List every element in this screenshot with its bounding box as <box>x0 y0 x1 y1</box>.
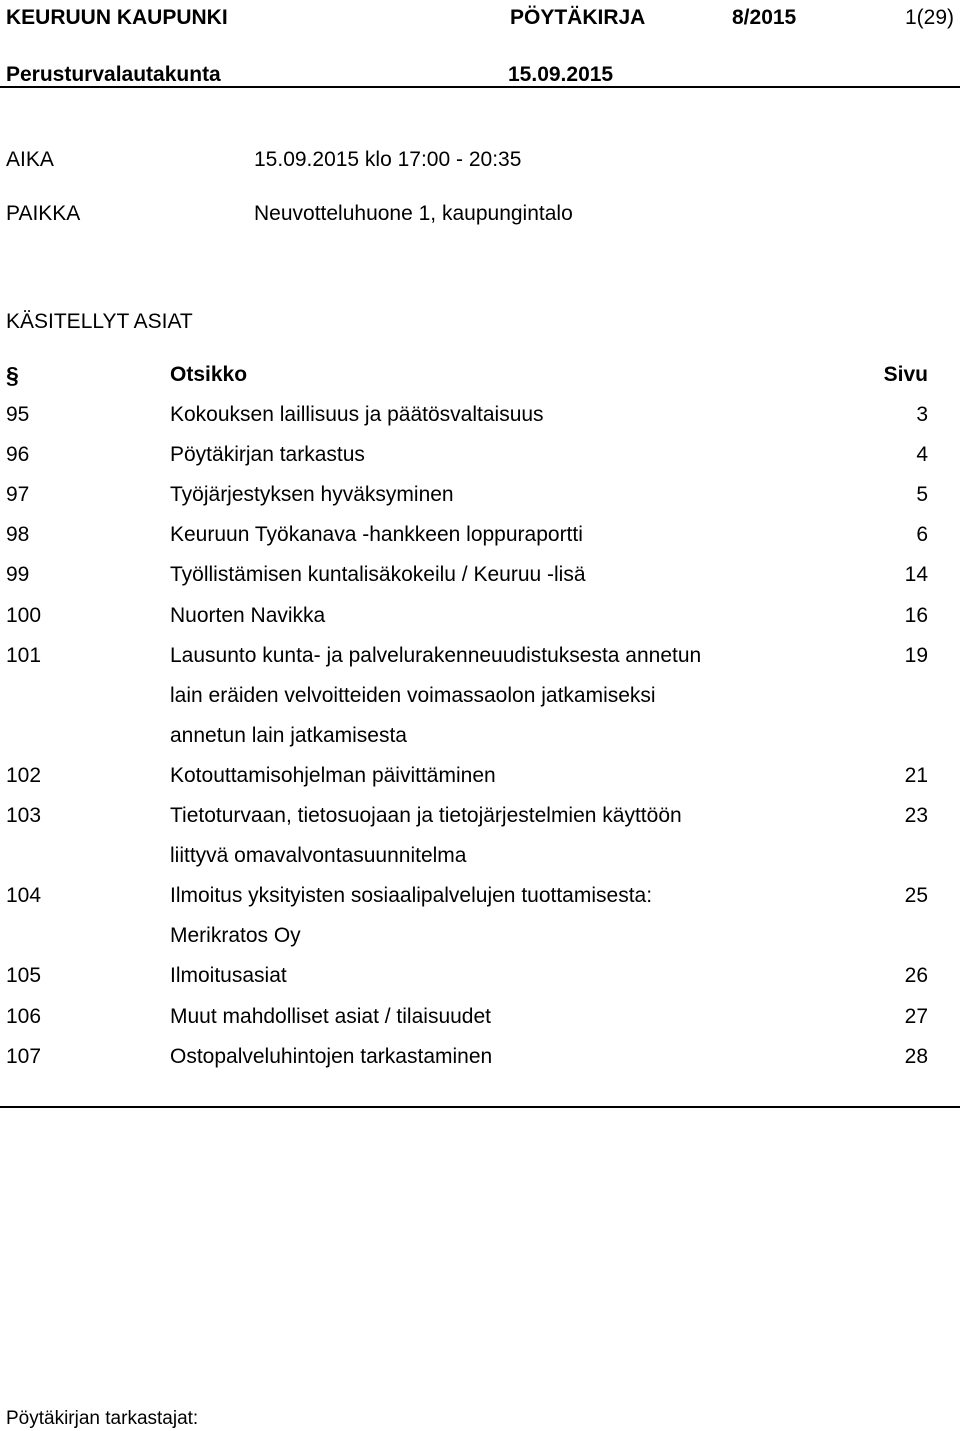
agenda-item-title-line: Kokouksen laillisuus ja päätösvaltaisuus <box>170 403 544 426</box>
agenda-item-number: 105 <box>6 964 42 987</box>
agenda-item-page: 25 <box>904 884 928 907</box>
time-label: AIKA <box>6 148 54 171</box>
agenda-item-number: 104 <box>6 884 42 907</box>
agenda-item-number: 97 <box>6 483 30 506</box>
agenda-item-page: 5 <box>916 483 928 506</box>
agenda-item-page: 21 <box>904 764 928 787</box>
agenda-item-title-line: Ostopalveluhintojen tarkastaminen <box>170 1045 493 1068</box>
agenda-item-title-line: annetun lain jatkamisesta <box>170 724 407 747</box>
committee-name: Perusturvalautakunta <box>6 63 221 86</box>
agenda-item-page: 14 <box>904 563 928 586</box>
agenda-item-number: 101 <box>6 644 42 667</box>
agenda-item-page: 3 <box>916 403 928 426</box>
bottom-divider <box>0 1106 960 1108</box>
agenda-item-page: 27 <box>904 1005 928 1028</box>
agenda-item-page: 19 <box>904 644 928 667</box>
document-number: 8/2015 <box>732 6 797 29</box>
agenda-item-title-line: Tietoturvaan, tietosuojaan ja tietojärjestelmien käyttöön <box>170 804 682 827</box>
agenda-item-page: 4 <box>916 443 928 466</box>
agenda-item-number: 96 <box>6 443 30 466</box>
agenda-item-number: 107 <box>6 1045 42 1068</box>
agenda-item-number: 100 <box>6 604 42 627</box>
agenda-item-number: 103 <box>6 804 42 827</box>
place-label: PAIKKA <box>6 202 81 225</box>
time-value: 15.09.2015 klo 17:00 - 20:35 <box>254 148 522 171</box>
agenda-item-title-line: Työllistämisen kuntalisäkokeilu / Keuruu -lisä <box>170 563 586 586</box>
column-header-title: Otsikko <box>170 363 248 386</box>
column-header-section: § <box>6 362 19 388</box>
agenda-item-title-line: Merikratos Oy <box>170 924 301 947</box>
column-header-page: Sivu <box>883 363 928 386</box>
agenda-item-title-line: Pöytäkirjan tarkastus <box>170 443 365 466</box>
agenda-item-page: 23 <box>904 804 928 827</box>
agenda-item-title-line: Lausunto kunta- ja palvelurakenneuudistuksesta annetun <box>170 644 702 667</box>
agenda-item-page: 6 <box>916 523 928 546</box>
agenda-item-page: 16 <box>904 604 928 627</box>
agenda-item-title-line: Ilmoitusasiat <box>170 964 287 987</box>
agenda-item-number: 99 <box>6 563 30 586</box>
agenda-item-title-line: Muut mahdolliset asiat / tilaisuudet <box>170 1005 491 1028</box>
agenda-item-title-line: Ilmoitus yksityisten sosiaalipalvelujen tuottamisesta: <box>170 884 653 907</box>
agenda-item-page: 26 <box>904 964 928 987</box>
agenda-item-title-line: Työjärjestyksen hyväksyminen <box>170 483 454 506</box>
agenda-item-title-line: Kotouttamisohjelman päivittäminen <box>170 764 496 787</box>
agenda-item-title-line: Nuorten Navikka <box>170 604 326 627</box>
header-date: 15.09.2015 <box>508 63 614 86</box>
agenda-item-number: 98 <box>6 523 30 546</box>
place-value: Neuvotteluhuone 1, kaupungintalo <box>254 202 573 225</box>
agenda-item-number: 106 <box>6 1005 42 1028</box>
agenda-heading: KÄSITELLYT ASIAT <box>6 310 193 333</box>
agenda-item-page: 28 <box>904 1045 928 1068</box>
agenda-item-number: 95 <box>6 403 30 426</box>
header-divider <box>0 86 960 88</box>
organization-name: KEURUUN KAUPUNKI <box>6 6 228 29</box>
agenda-item-title-line: Keuruun Työkanava -hankkeen loppuraportti <box>170 523 583 546</box>
reviewers-label: Pöytäkirjan tarkastajat: <box>6 1408 199 1429</box>
document-type: PÖYTÄKIRJA <box>510 6 646 29</box>
agenda-item-title-line: liittyvä omavalvontasuunnitelma <box>170 844 467 867</box>
page-indicator: 1(29) <box>904 6 954 29</box>
agenda-item-title-line: lain eräiden velvoitteiden voimassaolon jatkamiseksi <box>170 684 656 707</box>
agenda-item-number: 102 <box>6 764 42 787</box>
